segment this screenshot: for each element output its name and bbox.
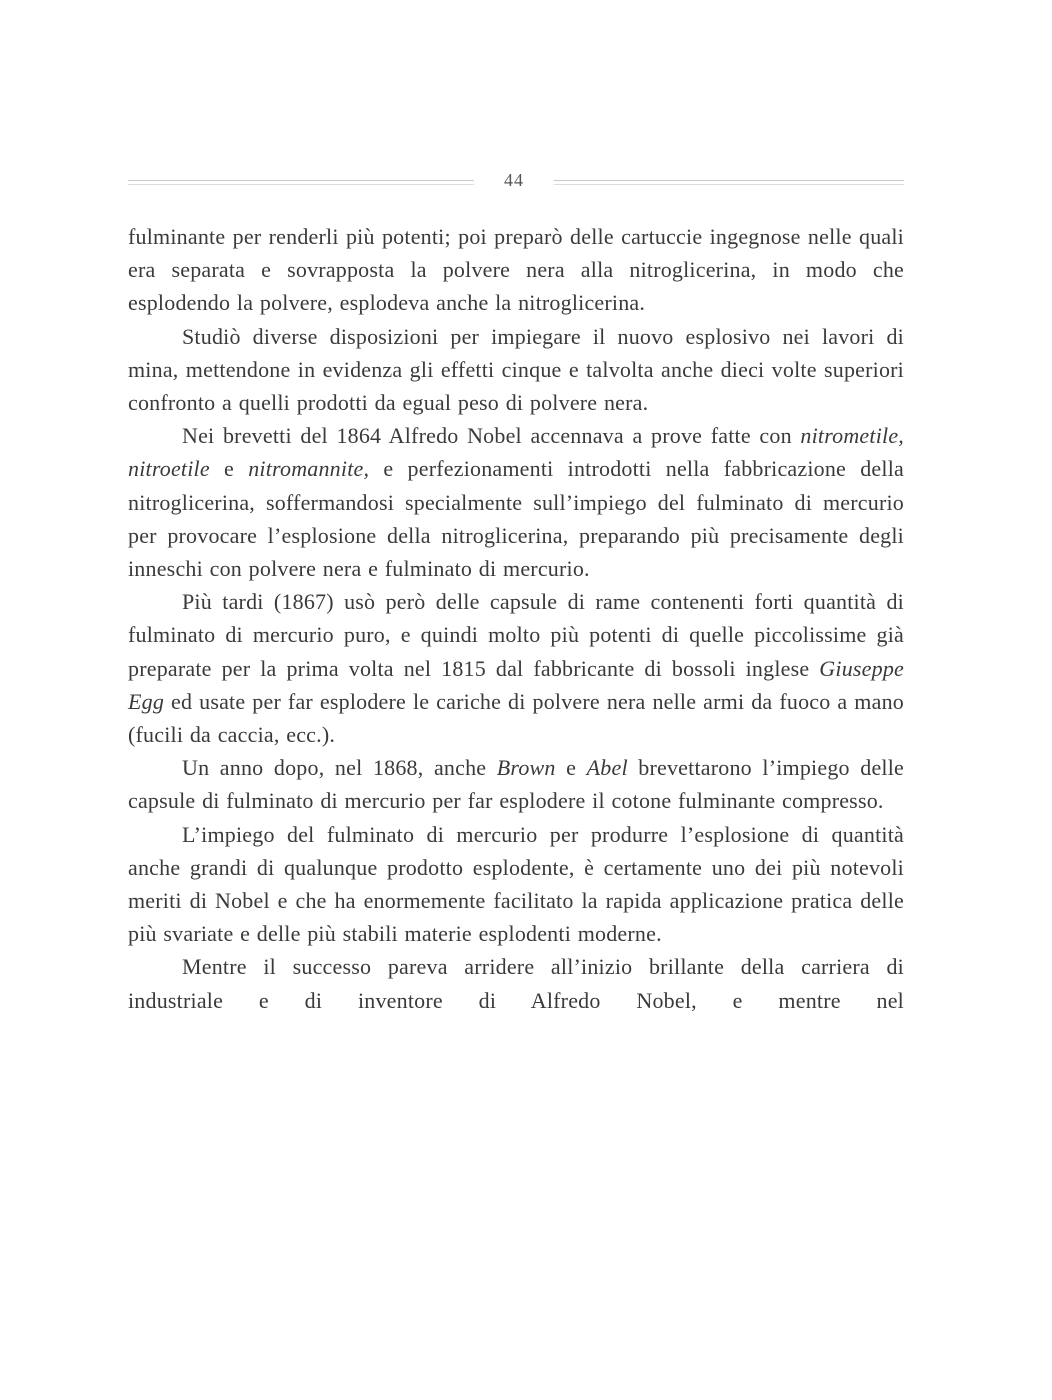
paragraph-text: brevettarono l’impiego delle capsule di fulminato di mercurio per far esplodere il cotone fulminante compresso. [128,755,904,814]
paragraph-text: Un anno dopo, nel 1868, anche [182,755,497,781]
paragraph-text: e perfezionamenti introdotti nella fabbricazione della nitroglicerina, soffermandosi specialmente sull’impiego del fulminato di mercurio per provocare l’esplosione della nitroglicerina, preparando più precisamente degli inneschi con polvere nera e fulminato di mercurio. [128,456,904,582]
paragraph-text: Nei brevetti del 1864 Alfredo Nobel accennava a prove fatte con [182,423,801,449]
header-rule-left [128,180,474,185]
paragraph [128,419,904,585]
paragraph-text: Studiò diverse disposizioni per impiegare il nuovo esplosivo nei lavori di mina, mettendone in evidenza gli effetti cinque e talvolta anche dieci volte superiori confronto a quelli prodotti da egual peso di polvere nera. [128,323,904,416]
header-rule-right [554,180,904,185]
page-header [128,170,904,194]
paragraph-text: ed usate per far esplodere le cariche di polvere nera nelle armi da fuoco a mano (fucili da caccia, ecc.). [128,688,904,748]
paragraph [128,950,904,1016]
paragraph [128,320,904,420]
paragraph [128,585,904,751]
paragraph-text: Più tardi (1867) usò però delle capsule di rame contenenti forti quantità di fulminato di mercurio puro, e quindi molto più potenti di quelle piccolissime già preparate per la prima volta nel 1815 dal fabbricante di bossoli inglese [128,589,904,681]
paragraph [128,220,904,320]
italic-text: nitromannite, [248,456,370,482]
italic-text: Brown [496,755,556,781]
paragraph-text: e [555,755,587,781]
italic-text: nitrometile, nitroetile [128,423,904,482]
paragraph-text: Mentre il successo pareva arridere all’inizio brillante della carriera di industriale e di inventore di Alfredo Nobel, e mentre nel [128,954,904,1013]
paragraph-text: L’impiego del fulminato di mercurio per produrre l’esplosione di quantità anche grandi di qualunque prodotto esplodente, è certamente uno dei più notevoli meriti di Nobel e che ha enormemente facilitato la rapida applicazione pratica delle più svariate e delle più stabili materie esplodenti moderne. [128,821,904,947]
paragraph-text: fulminante per renderli più potenti; poi preparò delle cartuccie ingegnose nelle quali era separata e sovrapposta la polvere nera alla nitroglicerina, in modo che esplodendo la polvere, esplodeva anche la nitroglicerina. [128,224,904,316]
page-number: 44 [504,170,524,190]
paragraph [128,751,904,817]
italic-text: Abel [586,755,628,781]
paragraph-text: e [209,456,249,482]
paragraph [128,818,904,951]
italic-text: Giuseppe Egg [128,655,904,714]
body-text [128,220,904,1017]
